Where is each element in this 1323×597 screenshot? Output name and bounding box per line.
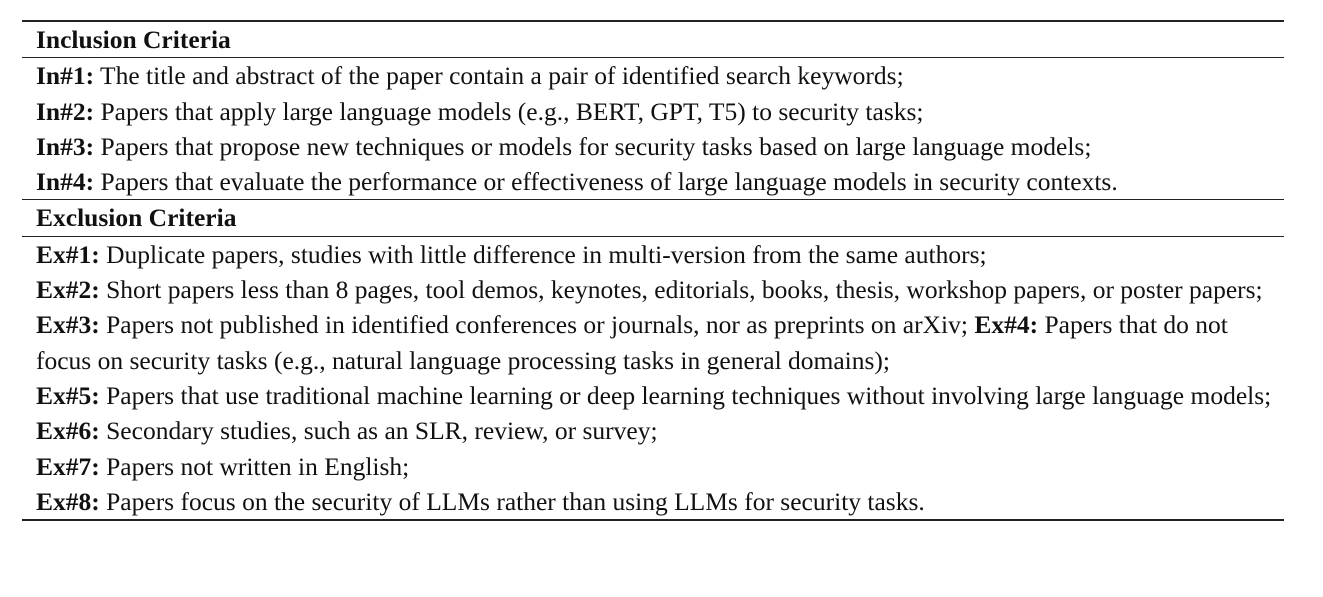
criterion-label: Ex#7: — [36, 451, 100, 481]
criterion-text: Papers that use traditional machine learning or deep learning techniques without involving large language models; — [99, 380, 1272, 410]
criterion-label: Ex#3: — [36, 310, 100, 340]
inclusion-item-3 — [22, 129, 1284, 164]
inclusion-item-2 — [22, 94, 1284, 129]
criterion-label: Ex#6: — [36, 416, 100, 446]
criterion-label: Ex#1: — [36, 239, 100, 269]
exclusion-item-7 — [22, 449, 1284, 484]
criterion-label: In#2: — [36, 96, 95, 126]
criterion-text: Short papers less than 8 pages, tool demos, keynotes, editorials, books, thesis, workshop papers, or poster papers; — [99, 275, 1263, 305]
criterion-label: In#1: — [36, 61, 95, 91]
criterion-label: In#3: — [36, 131, 95, 161]
exclusion-item-3-4 — [22, 307, 1284, 378]
criterion-text: Duplicate papers, studies with little difference in multi-version from the same authors; — [99, 239, 987, 269]
criterion-text-secondary: Papers that do not focus on security tasks (e.g., natural language processing tasks in general domains); — [36, 310, 1228, 375]
bottom-rule — [22, 519, 1284, 521]
inclusion-heading: Inclusion Criteria — [36, 25, 231, 54]
inclusion-item-1 — [22, 58, 1284, 93]
criterion-label: In#4: — [36, 167, 95, 197]
exclusion-heading: Exclusion Criteria — [36, 203, 237, 233]
criterion-text: Papers that evaluate the performance or effectiveness of large language models in security contexts. — [94, 167, 1118, 197]
criterion-label: Ex#2: — [36, 275, 100, 305]
criterion-text: Papers that apply large language models (e.g., BERT, GPT, T5) to security tasks; — [94, 96, 924, 126]
criterion-text: Papers that propose new techniques or models for security tasks based on large language models; — [94, 131, 1092, 161]
exclusion-item-1 — [22, 237, 1284, 272]
exclusion-item-5 — [22, 378, 1284, 413]
exclusion-item-8 — [22, 484, 1284, 519]
inclusion-item-4 — [22, 164, 1284, 199]
criterion-text: Papers not written in English; — [99, 451, 410, 481]
criteria-table — [22, 20, 1284, 521]
exclusion-item-6 — [22, 413, 1284, 448]
criterion-text: The title and abstract of the paper contain a pair of identified search keywords; — [94, 61, 904, 91]
criterion-text: Papers focus on the security of LLMs rather than using LLMs for security tasks. — [99, 486, 925, 516]
criterion-text: Secondary studies, such as an SLR, review, or survey; — [99, 416, 658, 446]
criterion-label: Ex#5: — [36, 380, 100, 410]
criterion-text: Papers not published in identified conferences or journals, nor as preprints on arXiv; — [99, 310, 968, 340]
criterion-label-secondary: Ex#4: — [967, 310, 1039, 340]
criterion-label: Ex#8: — [36, 486, 100, 516]
exclusion-item-2 — [22, 272, 1284, 307]
